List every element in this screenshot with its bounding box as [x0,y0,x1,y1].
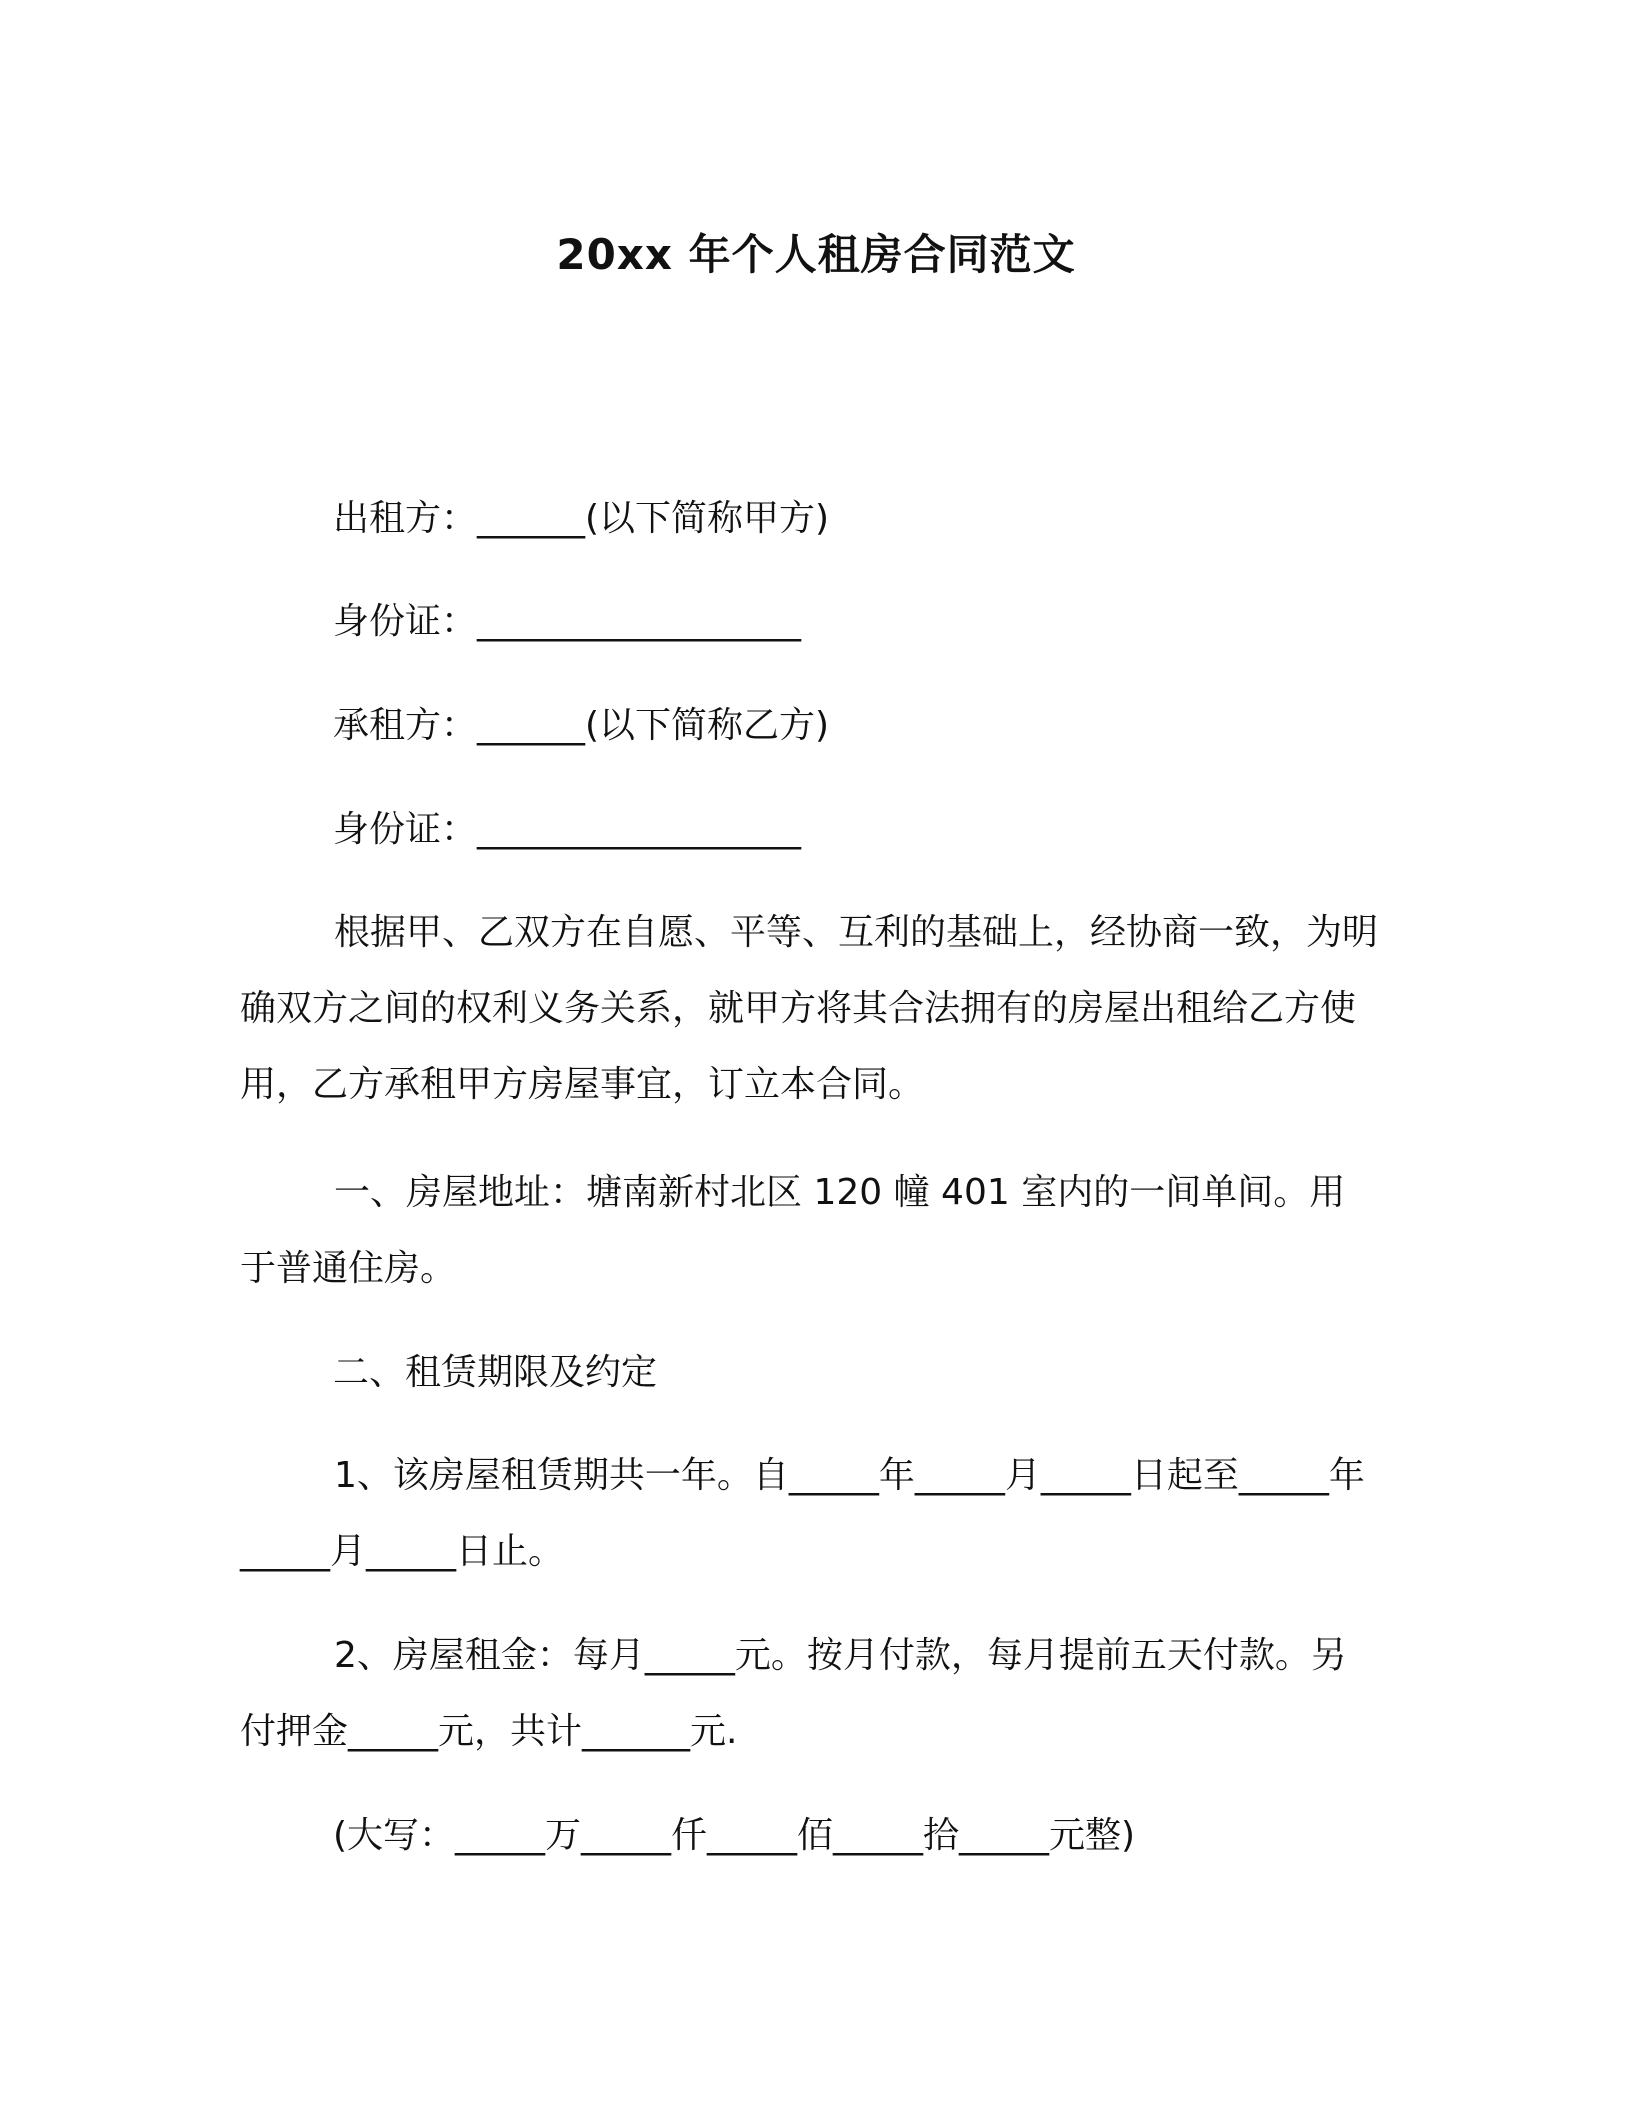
clause-term-heading: 二、租赁期限及约定 [333,1352,658,1393]
intro-paragraph: 根据甲、乙双方在自愿、平等、互利的基础上，经协商一致，为明确双方之间的权利义务关系，就甲方将其合法拥有的房屋出租给乙方使用，乙方承租甲方房屋事宜，订立本合同。 [240,912,1379,1105]
clause-address: 一、房屋地址：塘南新村北区 120 幢 401 室内的一间单间。用于普通住房。 [240,1172,1346,1289]
document-title: 20xx 年个人租房合同范文 [556,230,1076,279]
clause-rent: 2、房屋租金：每月_____元。按月付款，每月提前五天付款。另付押金_____元，共计______元. [240,1635,1347,1752]
lessee-id-line: 身份证：__________________ [333,809,802,850]
amount-in-words-line: (大写：_____万_____仟_____佰_____拾_____元整) [333,1815,1136,1856]
lessor-line: 出租方：______(以下简称甲方) [333,498,830,539]
lessor-id-line: 身份证：__________________ [333,601,802,642]
clause-term-period: 1、该房屋租赁期共一年。自_____年_____月_____日起至_____年_____月_____日止。 [240,1455,1365,1572]
lessee-line: 承租方：______(以下简称乙方) [333,705,830,746]
